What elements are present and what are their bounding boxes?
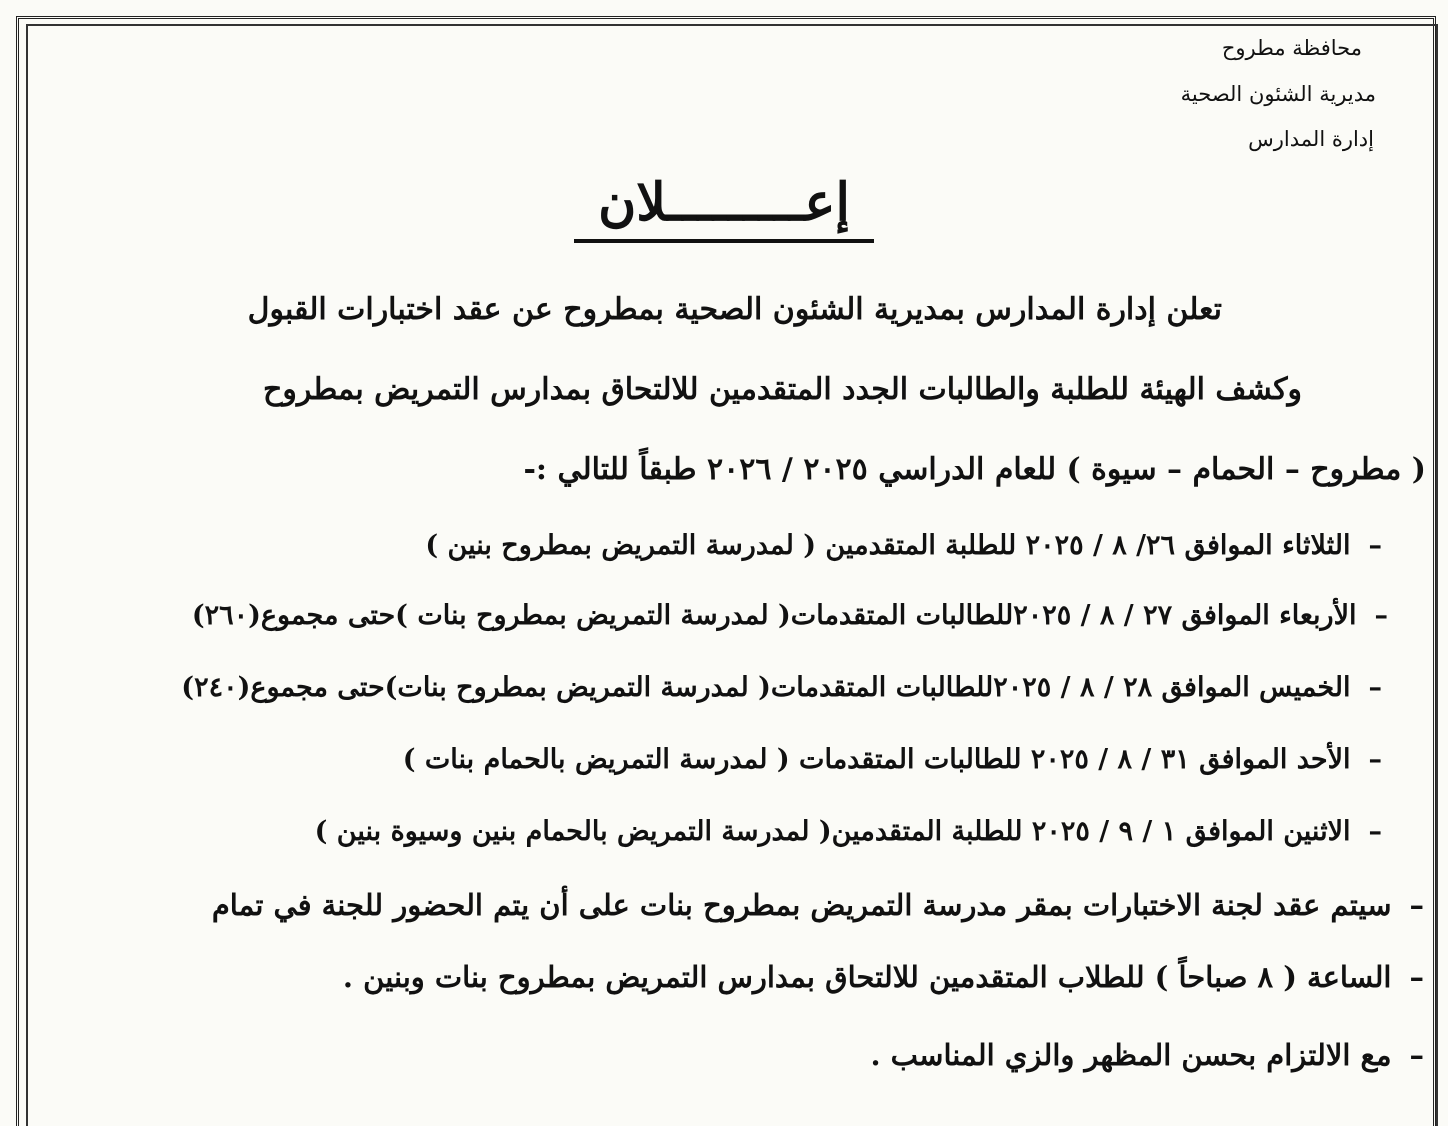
list-dash: – — [1368, 816, 1382, 847]
note-item-text: مع الالتزام بحسن المظهر والزي المناسب . — [870, 1038, 1392, 1072]
schedule-item-text: الثلاثاء الموافق ٢٦/ ٨ / ٢٠٢٥ للطلبة المتقدمين ( لمدرسة التمريض بمطروح بنين ) — [425, 530, 1351, 561]
list-dash: – — [1374, 600, 1388, 631]
note-item — [870, 1038, 1424, 1072]
schedule-item — [181, 672, 1382, 703]
note-item — [212, 888, 1424, 922]
header-directorate: مديرية الشئون الصحية — [1180, 82, 1376, 106]
announcement-title-text: إعـــــــــلان — [574, 172, 874, 243]
note-item — [343, 960, 1424, 994]
intro-line-3: ( مطروح – الحمام – سيوة ) للعام الدراسي ٢٠٢٥ / ٢٠٢٦ طبقاً للتالي :- — [523, 452, 1426, 487]
note-item-text: الساعة ( ٨ صباحاً ) للطلاب المتقدمين للالتحاق بمدارس التمريض بمطروح بنات وبنين . — [342, 960, 1392, 994]
header-governorate: محافظة مطروح — [1221, 36, 1362, 60]
schedule-item-text: الخميس الموافق ٢٨ / ٨ / ٢٠٢٥للطالبات المتقدمات( لمدرسة التمريض بمطروح بنات)حتى مجموع(٢٤٠) — [181, 672, 1351, 703]
note-item-text: سيتم عقد لجنة الاختبارات بمقر مدرسة التمريض بمطروح بنات على أن يتم الحضور للجنة في تمام — [211, 888, 1392, 922]
list-dash: – — [1368, 744, 1382, 775]
schedule-item — [192, 600, 1388, 631]
announcement-title — [0, 172, 1448, 243]
list-dash: – — [1409, 888, 1424, 922]
list-dash: – — [1368, 672, 1382, 703]
schedule-item — [403, 744, 1382, 775]
intro-line-2: وكشف الهيئة للطلبة والطالبات الجدد المتقدمين للالتحاق بمدارس التمريض بمطروح — [263, 372, 1302, 407]
list-dash: – — [1368, 530, 1382, 561]
intro-line-1: تعلن إدارة المدارس بمديرية الشئون الصحية بمطروح عن عقد اختبارات القبول — [247, 292, 1222, 327]
schedule-item-text: الاثنين الموافق ١ / ٩ / ٢٠٢٥ للطلبة المتقدمين( لمدرسة التمريض بالحمام بنين وسيوة بنين ) — [314, 816, 1351, 847]
schedule-item-text: الأحد الموافق ٣١ / ٨ / ٢٠٢٥ للطالبات المتقدمات ( لمدرسة التمريض بالحمام بنات ) — [402, 744, 1351, 775]
schedule-item — [425, 530, 1382, 561]
schedule-item — [315, 816, 1382, 847]
header-department: إدارة المدارس — [1248, 127, 1374, 151]
list-dash: – — [1409, 960, 1424, 994]
schedule-item-text: الأربعاء الموافق ٢٧ / ٨ / ٢٠٢٥للطالبات المتقدمات( لمدرسة التمريض بمطروح بنات )حتى مجموع(٢٦٠) — [191, 600, 1357, 631]
list-dash: – — [1409, 1038, 1424, 1072]
